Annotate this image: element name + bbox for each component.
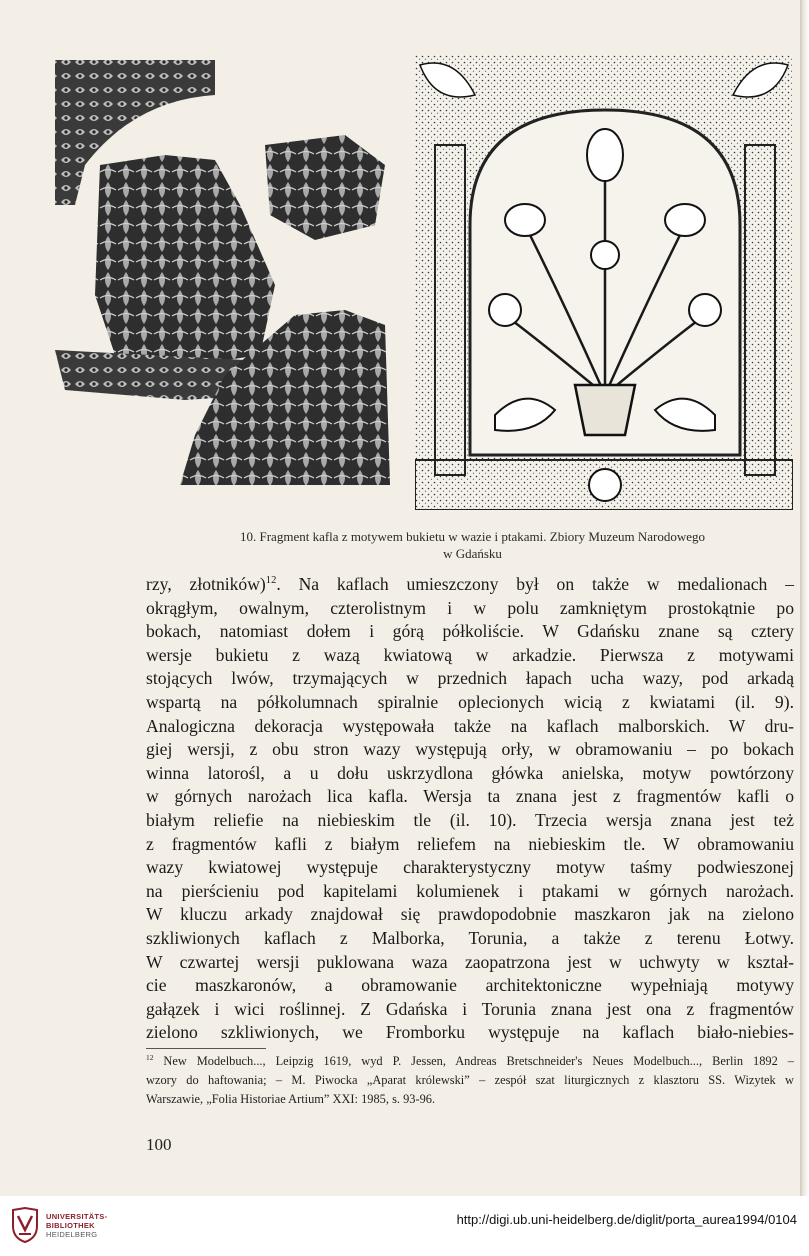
footnote-line-3: Warszawie, „Folia Historiae Artium” XXI: 1985, s. 93-96. [146, 1092, 436, 1106]
body-line-5: stojących lwów, trzymających w przednich łapach ucha wazy, pod arkadą [146, 668, 794, 689]
tile-fragments-photo [45, 55, 410, 495]
library-name-line-2: BIBLIOTHEK [46, 1221, 95, 1230]
body-line-6: wspartą na półkolumnach spiralnie oplecionych wicią z kwiatami (il. 9). [146, 691, 794, 712]
body-line-13: wazy kwiatowej występuje charakterystyczny motyw taśmy podwieszonej [146, 857, 794, 878]
page-edge [800, 0, 809, 1256]
figure-caption [145, 528, 800, 562]
body-line-11: białym reliefie na niebieskim tle (il. 10). Trzecia wersja znana jest też [146, 809, 794, 830]
body-line-10: w górnych narożach lica kafla. Wersja ta znana jest z fragmentów kafli o [146, 786, 794, 807]
library-footer [0, 1196, 809, 1256]
footnote-line-2: wzory do haftowania; – M. Piwocka „Aparat królewski” – zespół szat liturgicznych z klasztoru SS. Wizytek w [146, 1073, 794, 1087]
body-line-4: wersje bukietu z wazą kwiatową w arkadzie. Pierwsza z motywami [146, 644, 794, 665]
fragment-bouquet [95, 155, 275, 365]
body-line-19: gałązek i wici roślinnej. Z Gdańska i Torunia znana jest ona z fragmentów [146, 998, 794, 1019]
body-line-9: winna latorośl, a u dołu uskrzydlona główka anielska, motyw powtórzony [146, 762, 794, 783]
footnote-rule [146, 1048, 266, 1049]
footnotes [146, 1052, 794, 1109]
body-line-12: z fragmentów kafli z białym reliefem na niebieskim tle. W obramowaniu [146, 833, 794, 854]
source-url-link[interactable]: http://digi.ub.uni-heidelberg.de/diglit/porta_aurea1994/0104 [456, 1212, 797, 1227]
body-line-7: Analogiczna dekoracja występowała także na kaflach malborskich. W dru- [146, 715, 794, 736]
body-line-1: rzy, złotników)$^{12}$. Na kaflach umieszczony był on także w medalionach – [146, 574, 794, 594]
caption-line-2: w Gdańsku [443, 546, 502, 561]
library-logo-icon [10, 1206, 40, 1244]
page-number: 100 [146, 1135, 172, 1154]
footnote-number: 12 [146, 1052, 154, 1062]
body-line-20: zielono szkliwionych, we Fromborku występuje na kaflach biało-niebies- [146, 1022, 794, 1043]
fragment-small-top [265, 135, 385, 240]
library-name [46, 1212, 107, 1239]
body-line-3: bokach, natomiast dołem i górą półkoliście. W Gdańsku znane są cztery [146, 621, 794, 642]
body-line-17: W czwartej wersji puklowana waza zaopatrzona jest w uchwyty w kształ- [146, 951, 794, 972]
body-line-8: giej wersji, z obu stron wazy występują orły, w obramowaniu – po bokach [146, 739, 794, 760]
body-line-15: W kluczu arkady znajdował się prawdopodobnie maszkaron jak na zielono [146, 904, 794, 925]
body-line-2: okrągłym, owalnym, czterolistnym i w polu zamkniętym prostokątnie po [146, 597, 794, 618]
caption-line-1: 10. Fragment kafla z motywem bukietu w wazie i ptakami. Zbiory Muzeum Narodowego [240, 529, 705, 544]
tile-reconstruction-drawing [415, 55, 793, 510]
footnote-line-1: $^{12}$ New Modelbuch..., Leipzig 1619, wyd P. Jessen, Andreas Bretschneider's Neues Modelbuch..., Berlin 1892 – [146, 1052, 794, 1068]
body-line-14: na pierścieniu pod kapitelami kolumienek i ptakami w górnych narożach. [146, 880, 794, 901]
body-text [146, 573, 794, 1045]
body-line-16: szkliwionych kaflach z Malborka, Torunia, a także z terenu Łotwy. [146, 927, 794, 948]
body-line-18: cie maszkaronów, a obramowanie architektoniczne wypełniają motywy [146, 975, 794, 996]
library-name-line-3: HEIDELBERG [46, 1230, 98, 1239]
library-name-line-1: UNIVERSITÄTS- [46, 1212, 108, 1221]
